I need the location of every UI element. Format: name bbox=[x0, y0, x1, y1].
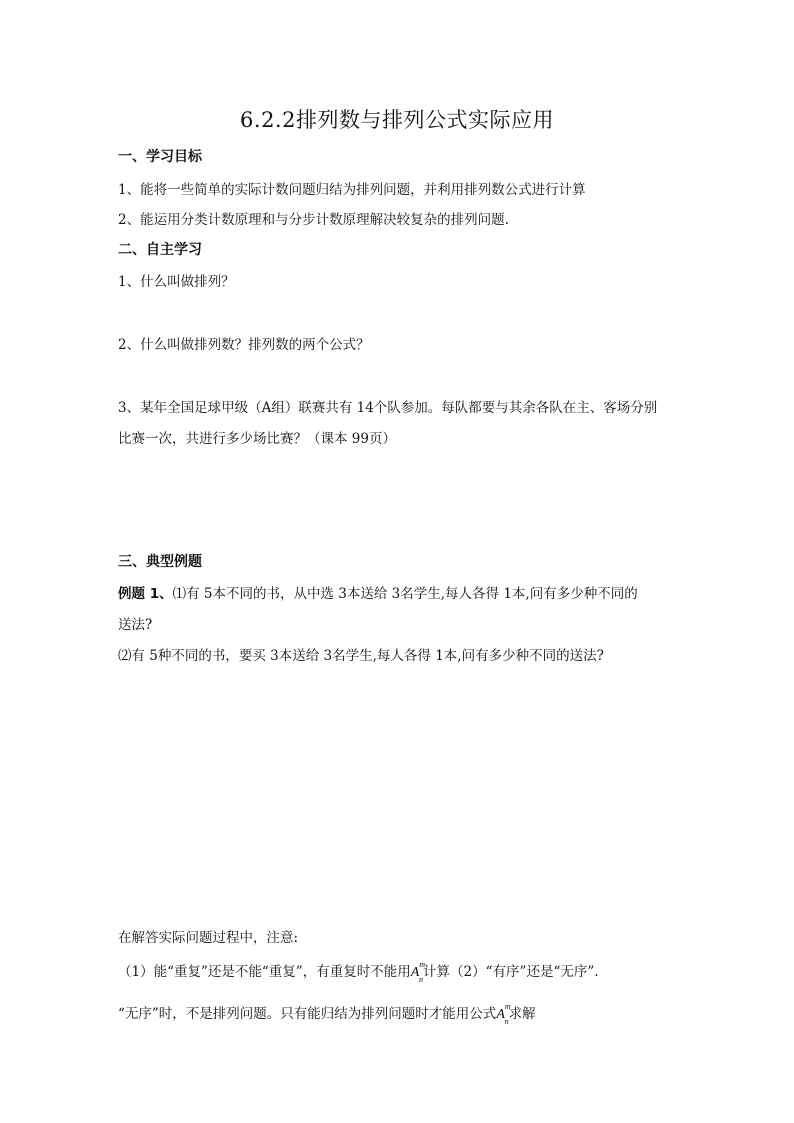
example-1-line-2: 送法? bbox=[118, 617, 153, 633]
example-1-text: ⑴有 5本不同的书，从中选 3本送给 3名学生,每人各得 1本,问有多少种不同的 bbox=[172, 586, 638, 602]
notes-line-2-part-a: “无序”时，不是排列问题。只有能归结为排列问题时才能用公式 bbox=[118, 1006, 497, 1022]
formula-superscript-2: m bbox=[504, 1002, 511, 1012]
example-1-label: 例题 1、 bbox=[118, 586, 173, 602]
notes-line-2 bbox=[118, 1002, 536, 1024]
goal-item-1: 1、能将一些简单的实际计数问题归结为排列问题，并利用排列数公式进行计算 bbox=[118, 182, 586, 198]
question-2: 2、什么叫做排列数？排列数的两个公式？ bbox=[118, 337, 370, 353]
formula-subscript: n bbox=[419, 974, 424, 984]
goal-item-2: 2、能运用分类计数原理和与分步计数原理解决较复杂的排列问题. bbox=[118, 212, 509, 228]
formula-base-2: A bbox=[496, 1007, 505, 1022]
question-3-line-2: 比赛一次，共进行多少场比赛？（课本 99页） bbox=[118, 431, 396, 447]
notes-line-1-part-b: 计算（2）“有序”还是“无序”. bbox=[423, 964, 599, 980]
section-heading-examples: 三、典型例题 bbox=[118, 554, 202, 570]
question-3-line-1: 3、某年全国足球甲级（A组）联赛共有 14个队参加。每队都要与其余各队在主、客场分别 bbox=[118, 400, 658, 416]
notes-intro: 在解答实际问题过程中，注意: bbox=[118, 930, 299, 946]
formula-superscript: m bbox=[419, 960, 426, 970]
notes-line-1-part-a: （1）能“重复”还是不能“重复”，有重复时不能用 bbox=[118, 964, 411, 980]
formula-subscript-2: n bbox=[504, 1016, 509, 1026]
section-heading-goals: 一、学习目标 bbox=[118, 149, 202, 165]
permutation-formula bbox=[410, 960, 426, 984]
example-1-line-1 bbox=[118, 582, 638, 602]
example-1-line-3: ⑵有 5种不同的书，要买 3本送给 3名学生,每人各得 1本,问有多少种不同的送法? bbox=[118, 648, 604, 664]
notes-line-2-part-b: 求解 bbox=[508, 1006, 536, 1022]
question-1: 1、什么叫做排列？ bbox=[118, 274, 235, 290]
permutation-formula-2 bbox=[496, 1002, 511, 1026]
notes-line-1 bbox=[118, 960, 599, 982]
page-title: 6.2.2排列数与排列公式实际应用 bbox=[240, 108, 554, 132]
formula-base: A bbox=[410, 965, 420, 980]
section-heading-self-study: 二、自主学习 bbox=[118, 242, 202, 258]
